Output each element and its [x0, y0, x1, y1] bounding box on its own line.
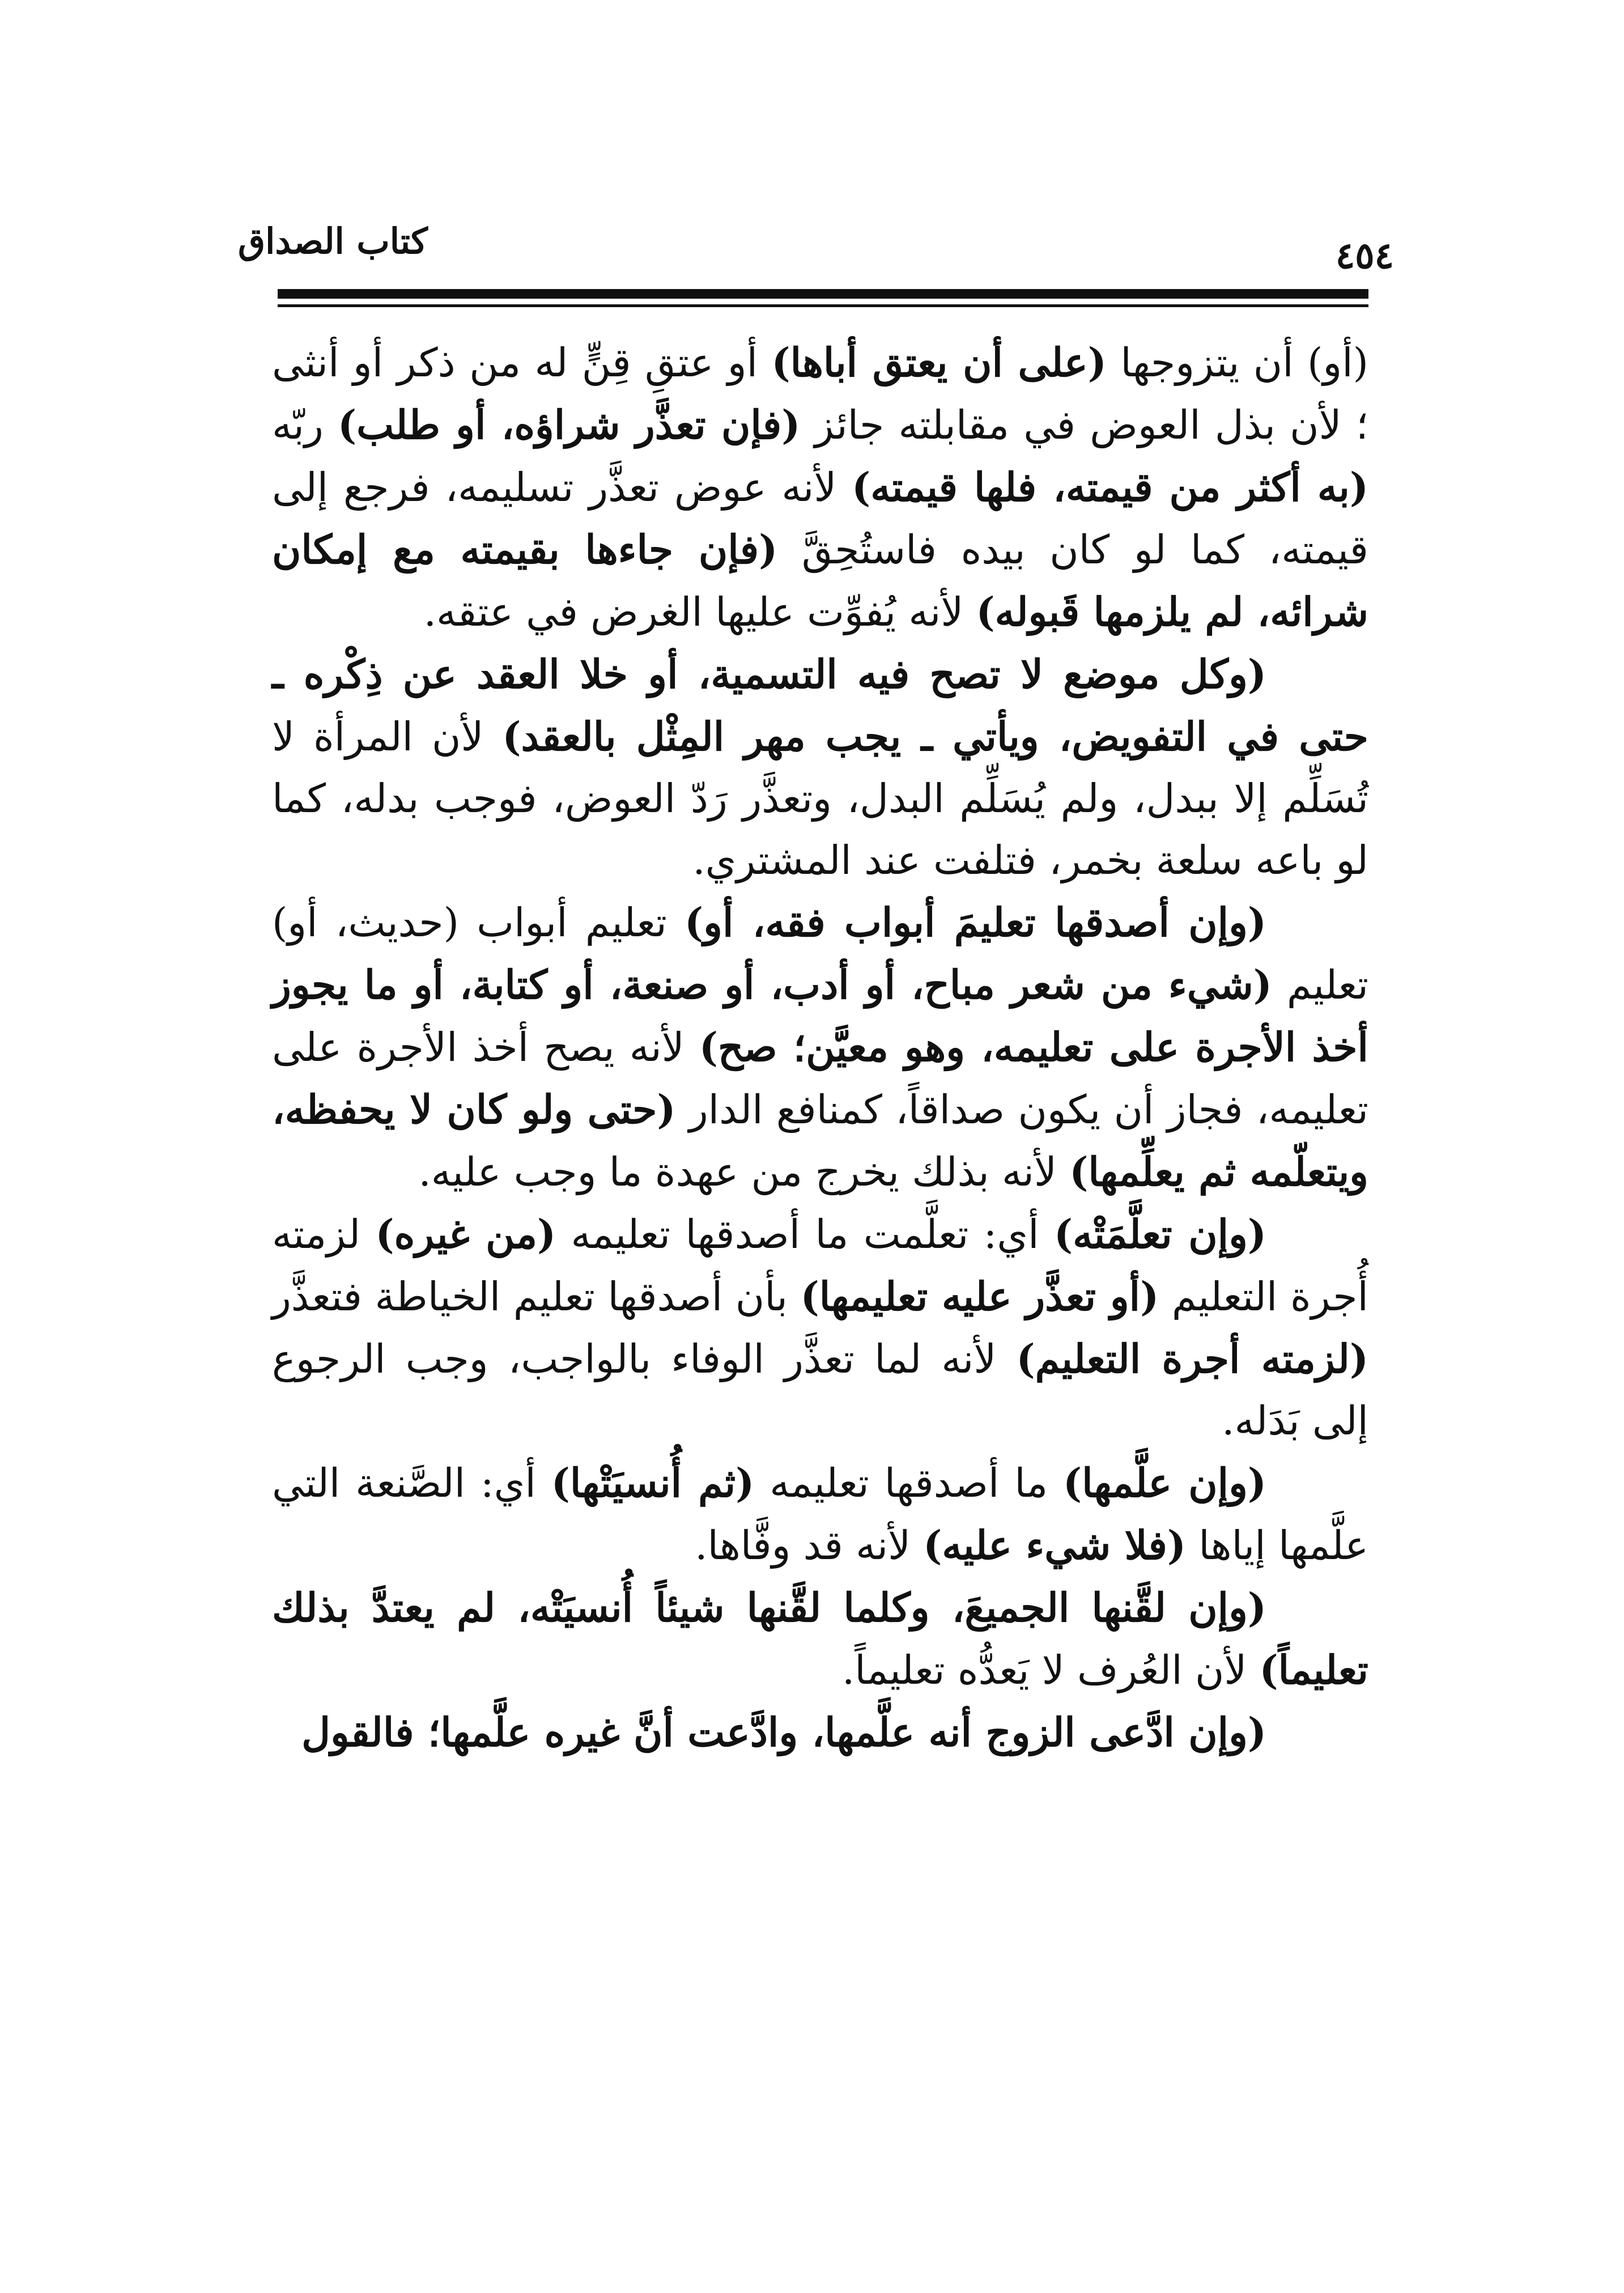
matn-text-run: (فإن تعذَّر شراؤه، أو طلب): [338, 401, 801, 448]
body-text: [272, 332, 1368, 1764]
sharh-text-run: لأنه بذلك يخرج من عهدة ما وجب عليه.: [418, 1149, 1070, 1195]
running-header-title-text: كتاب الصداق: [238, 220, 428, 262]
sharh-text-run: أي: تعلَّمت ما أصدقها تعليمه: [556, 1211, 1055, 1258]
matn-text-run: (وإن ادَّعى الزوج أنه علَّمها، وادَّعت أنَّ غيره علَّمها؛ فالقول: [301, 1709, 1266, 1756]
sharh-text-run: (أو) أن يتزوجها: [1106, 339, 1368, 386]
sharh-text-run: ربّه: [272, 402, 338, 448]
sharh-text-run: لأن المرأة لا تُسَلِّم إلا ببدل، ولم يُسَلِّم البدل، وتعذَّر رَدّ العوض، فوجب بدله، كما لو باعه سلعة بخمر، فتلفت عند المشتري.: [272, 714, 1368, 884]
sharh-text-run: لأنه عوض تعذَّر تسليمه، فرجع إلى قيمته، كما لو كان بيده فاستُحِقَّ: [272, 464, 1368, 573]
sharh-text-run: تعليم: [1272, 962, 1368, 1008]
paragraph: [272, 332, 1368, 643]
sharh-text-run: أي: الصَّنعة التي علَّمها إياها: [272, 1460, 1368, 1569]
matn-text-run: (وإن تعلَّمَتْه): [1054, 1211, 1266, 1258]
matn-text-run: (أو تعذَّر عليه تعليمها): [800, 1273, 1159, 1320]
paragraph: [272, 1577, 1368, 1701]
sharh-text-run: لأنه لما تعذَّر الوفاء بالواجب، وجب الرجوع إلى بَدَله.: [272, 1336, 1368, 1444]
sharh-text-run: بأن أصدقها تعليم الخياطة فتعذَّر: [272, 1273, 801, 1320]
sharh-text-run: لزمته أُجرة التعليم: [272, 1211, 1368, 1320]
matn-text-run: (وإن لقَّنها الجميعَ، وكلما لقَّنها شيئاً أُنسيَتْه، لم يعتدَّ بذلك تعليماً): [272, 1584, 1368, 1693]
sharh-text-run: (حديث، أو): [272, 899, 459, 946]
sharh-text-run: لأنه قد وفَّاها.: [695, 1522, 924, 1569]
sharh-text-run: لأنه يصح أخذ الأجرة على تعليمه، فجاز أن يكون صداقاً، كمنافع الدار: [272, 1024, 1368, 1133]
matn-text-run: (شيء من شعر مباح، أو أدب، أو صنعة، أو كتابة، أو ما يجوز أخذ الأجرة على تعليمه، وهو معيَّن؛ صح): [272, 961, 1368, 1071]
matn-text-run: (وكل موضع لا تصح فيه التسمية، أو خلا العقد عن ذِكْره ـ حتى في التفويض، ويأتي ـ يجب مهر المِثْل بالعقد): [272, 651, 1368, 760]
matn-text-run: (وإن علَّمها): [1063, 1459, 1266, 1506]
paragraph: [272, 1452, 1368, 1577]
matn-text-run: (من غيره): [375, 1211, 556, 1258]
paragraph: [272, 1701, 1368, 1764]
matn-text-run: (لزمته أجرة التعليم): [1016, 1335, 1368, 1382]
matn-text-run: (وإن أصدقها تعليمَ أبواب فقه، أو): [685, 899, 1266, 946]
matn-text-run: (ثم أُنسيَتْها): [551, 1459, 755, 1506]
matn-text-run: (به أكثر من قيمته، فلها قيمته): [852, 464, 1368, 511]
header-rule-thin: [278, 304, 1368, 307]
header-rule-thick: [278, 289, 1368, 299]
running-header-title: [238, 220, 635, 262]
matn-text-run: (فلا شيء عليه): [923, 1522, 1186, 1569]
paragraph: [272, 1203, 1368, 1452]
sharh-text-run: تعليم أبواب: [458, 899, 685, 946]
matn-text-run: (فإن جاءها بقيمته مع إمكان شرائه، لم يلزمها قَبوله): [272, 526, 1368, 635]
sharh-text-run: أو عتقِ قِنٍّ له من ذكر أو أنثى ؛ لأن بذل العوض في مقابلته جائز: [272, 339, 1368, 448]
sharh-text-run: لأن العُرف لا يَعدُّه تعليماً.: [842, 1647, 1260, 1693]
sharh-text-run: لأنه يُفوِّت عليها الغرض في عتقه.: [423, 589, 976, 635]
matn-text-run: (حتى ولو كان لا يحفظه، ويتعلّمه ثم يعلِّمها): [272, 1086, 1368, 1195]
sharh-text-run: ما أصدقها تعليمه: [754, 1460, 1064, 1506]
paragraph: [272, 643, 1368, 891]
matn-text-run: (على أن يعتق أباها): [771, 339, 1107, 386]
page-number: ٤٥٤: [1335, 235, 1394, 277]
paragraph: [272, 891, 1368, 1203]
